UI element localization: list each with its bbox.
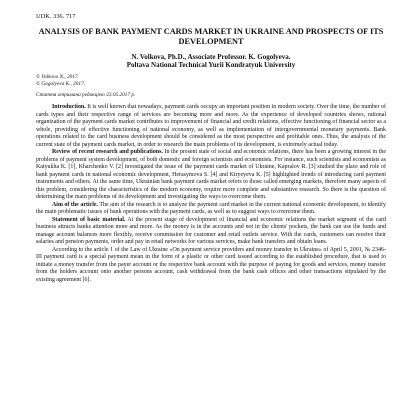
author-affiliation: Poltava National Technical Yurii Kondratyuk University — [126, 61, 296, 70]
paragraph-basic-material — [36, 217, 386, 247]
section-lead: Review of recent research and publications. — [52, 149, 163, 156]
paragraph-text: According to the article 1 of the Law of Ukraine «On payment service providers and money transfer in Ukraine» of April 5, 2001, № 2346-III payment card is a special payment mean in the form of a plastic or other card issued according to the established procedure, that is used to initiate a money transfer from the payer account or the respective bank account with the purpose of paying for goods and services, money transfer from the holders account onto another persons account, cash withdrawal from the bank cash offices and other transactions stipulated by the existing agreement [6]. — [36, 246, 386, 283]
author-names: N. Volkova, Ph.D., Associate Professor. K. Gogolyeva. — [131, 52, 291, 61]
paragraph-introduction — [36, 104, 386, 149]
section-lead: Aim of the article. — [52, 201, 98, 208]
copyright-notice — [36, 74, 386, 87]
paragraph-text: In the present state of social and economic relations, there has been a growing interest in the problems of payment system development, of both domestic and foreign scientists and economists. For instance, such scientists and economists as Katyukha K. [1], Kharchenko V. [2] investigated the issue of the payment cards market of Ukraine, Kapralov R. [3] studied the place and role of bank payment cards in national economic development, Herasymova S. [4] and Kiryeyeva K. [5] highlighted trends of introducing card payment instruments and others. At the same time, Ukrainian bank payment cards market refers to those called emerging markets, therefore many aspects of this problem, considering the characteristics of the modern economy, require more complete and substantive research. So there is the question of determining the main problems of its development and investigating the ways to overcome them. — [36, 149, 386, 201]
paragraph-text: The aim of the research is to analyze the payment card market in the current national economic development, to identify the main problematic issues of bank operations with the payment cards, as well as to suggest ways to overcome them. — [36, 201, 386, 216]
paragraph-text: At the present stage of development of financial and economic relations the market segment of the card business attracts banks attention more and more. As the money is in the accounts and not in the clients' pockets, the bank can use the funds and manage account balances more flexibly, receive commission for customer and retail outlets service. With the cards, customers can receive their salaries and pension payments, order and pay in retail networks for various services, make bank transfers and obtain loans. — [36, 216, 387, 246]
paragraph-law — [36, 247, 386, 285]
article-title: ANALYSIS OF BANK PAYMENT CARDS MARKET IN UKRAINE AND PROSPECTS OF ITS DEVELOPMENT — [38, 27, 384, 47]
paragraph-aim — [36, 202, 386, 217]
authors-block — [36, 53, 386, 70]
copyright-line: © Gogolyeva K., 2017. — [36, 80, 86, 87]
copyright-line: © Volkova N., 2017. — [36, 74, 79, 80]
article-body — [36, 104, 386, 284]
paragraph-text: It is well known that nowadays, payment cards occupy an important position in modern society. Over the time, the number of cards types and their respective range of services are becoming more and more. As the experience of developed countries shows, rational organization of the payment cards market contributes to improvement of financial and credit relations, effective functioning of financial sector as a whole, providing of effective functioning of national economy, as well as implementation of intergovernmental monetary payments. Bank operations related to the card business development should be considered as the most perspective and profitable ones. Thus, the analysis of the current state of the payment cards market, in order to research the main problems of its development, is extremely actual today. — [36, 104, 386, 148]
section-lead: Statement of basic material. — [52, 216, 126, 223]
received-date: Стаття отримана редакцією 23.05.2017 р. — [36, 92, 136, 99]
udk-code: UDK. 336. 717 — [36, 13, 76, 20]
paragraph-review — [36, 149, 386, 202]
section-lead: Introduction. — [52, 104, 86, 111]
